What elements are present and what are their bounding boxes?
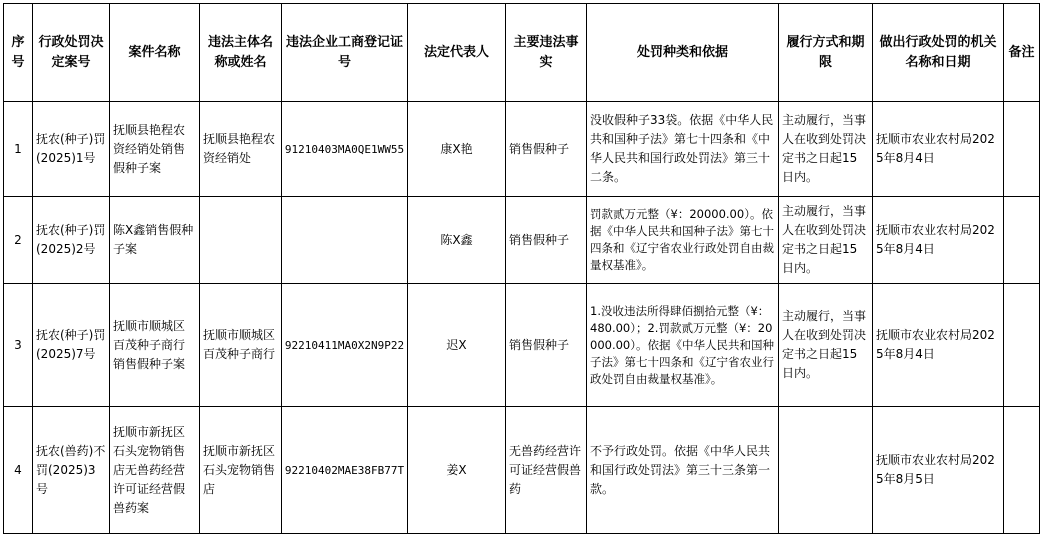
cell-legal-rep: 迟X (408, 284, 506, 407)
cell-fulfillment: 主动履行，当事人在收到处罚决定书之日起15日内。 (779, 284, 873, 407)
cell-fulfillment: 主动履行，当事人在收到处罚决定书之日起15日内。 (779, 197, 873, 284)
cell-penalty: 罚款贰万元整（¥：20000.00）。依据《中华人民共和国种子法》第七十四条和《辽宁省农业行政处罚自由裁量权基准》。 (587, 197, 779, 284)
cell-reg-no (282, 197, 408, 284)
cell-reg-no: 92210402MAE38FB77T (282, 407, 408, 534)
header-facts: 主要违法事实 (506, 4, 587, 102)
header-authority: 做出行政处罚的机关名称和日期 (873, 4, 1004, 102)
cell-legal-rep: 陈X鑫 (408, 197, 506, 284)
cell-remarks (1004, 407, 1040, 534)
cell-facts: 销售假种子 (506, 197, 587, 284)
cell-remarks (1004, 102, 1040, 197)
header-remarks: 备注 (1004, 4, 1040, 102)
header-row (4, 4, 1040, 102)
cell-fulfillment: 主动履行，当事人在收到处罚决定书之日起15日内。 (779, 102, 873, 197)
cell-subject-name: 抚顺市顺城区百茂种子商行 (200, 284, 282, 407)
cell-authority: 抚顺市农业农村局2025年8月4日 (873, 102, 1004, 197)
cell-facts: 销售假种子 (506, 284, 587, 407)
cell-decision-no: 抚农(种子)罚(2025)7号 (33, 284, 110, 407)
cell-facts: 无兽药经营许可证经营假兽药 (506, 407, 587, 534)
cell-remarks (1004, 197, 1040, 284)
header-penalty: 处罚种类和依据 (587, 4, 779, 102)
cell-case-name: 抚顺县艳程农资经销处销售假种子案 (110, 102, 200, 197)
table-row (4, 284, 1040, 407)
cell-legal-rep: 康X艳 (408, 102, 506, 197)
cell-penalty: 不予行政处罚。依据《中华人民共和国行政处罚法》第三十三条第一款。 (587, 407, 779, 534)
cell-decision-no: 抚农(种子)罚(2025)2号 (33, 197, 110, 284)
header-reg-no: 违法企业工商登记证号 (282, 4, 408, 102)
header-legal-rep: 法定代表人 (408, 4, 506, 102)
cell-facts: 销售假种子 (506, 102, 587, 197)
table-row (4, 407, 1040, 534)
cell-seq: 3 (4, 284, 33, 407)
cell-authority: 抚顺市农业农村局2025年8月4日 (873, 284, 1004, 407)
header-fulfillment: 履行方式和期限 (779, 4, 873, 102)
cell-fulfillment (779, 407, 873, 534)
table-row (4, 197, 1040, 284)
cell-subject-name: 抚顺县艳程农资经销处 (200, 102, 282, 197)
cell-reg-no: 91210403MA0QE1WW55 (282, 102, 408, 197)
penalty-table (3, 3, 1040, 534)
header-decision-no: 行政处罚决定案号 (33, 4, 110, 102)
cell-penalty: 1.没收违法所得肆佰捌拾元整（¥：480.00）；2.罚款贰万元整（¥：20000.00）。依据《中华人民共和国种子法》第七十四条和《辽宁省农业行政处罚自由裁量权基准》。 (587, 284, 779, 407)
cell-remarks (1004, 284, 1040, 407)
cell-decision-no: 抚农(兽药)不罚(2025)3号 (33, 407, 110, 534)
cell-case-name: 陈X鑫销售假种子案 (110, 197, 200, 284)
cell-case-name: 抚顺市新抚区石头宠物销售店无兽药经营许可证经营假兽药案 (110, 407, 200, 534)
cell-case-name: 抚顺市顺城区百茂种子商行销售假种子案 (110, 284, 200, 407)
cell-reg-no: 92210411MA0X2N9P22 (282, 284, 408, 407)
cell-seq: 4 (4, 407, 33, 534)
table-row (4, 102, 1040, 197)
header-seq: 序号 (4, 4, 33, 102)
header-case-name: 案件名称 (110, 4, 200, 102)
cell-penalty: 没收假种子33袋。依据《中华人民共和国种子法》第七十四条和《中华人民共和国行政处罚法》第三十二条。 (587, 102, 779, 197)
cell-seq: 1 (4, 102, 33, 197)
cell-subject-name: 抚顺市新抚区石头宠物销售店 (200, 407, 282, 534)
cell-decision-no: 抚农(种子)罚(2025)1号 (33, 102, 110, 197)
cell-authority: 抚顺市农业农村局2025年8月5日 (873, 407, 1004, 534)
cell-legal-rep: 姜X (408, 407, 506, 534)
cell-authority: 抚顺市农业农村局2025年8月4日 (873, 197, 1004, 284)
cell-seq: 2 (4, 197, 33, 284)
cell-subject-name (200, 197, 282, 284)
header-subject-name: 违法主体名称或姓名 (200, 4, 282, 102)
